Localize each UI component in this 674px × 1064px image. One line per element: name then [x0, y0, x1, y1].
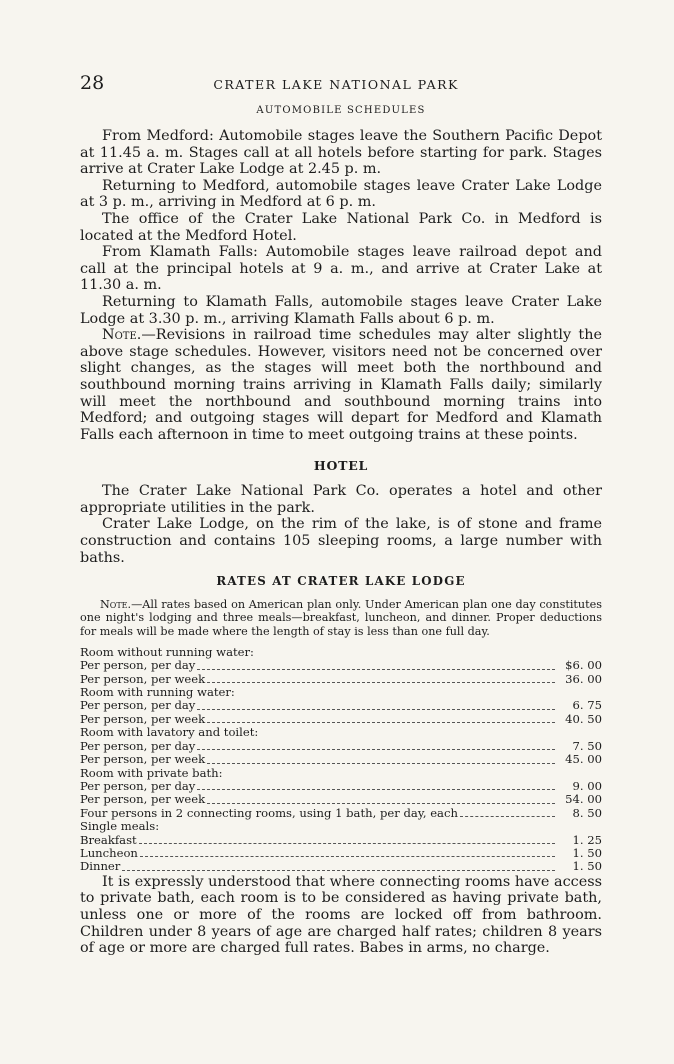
leader-dots: [197, 668, 555, 670]
leader-dots: [140, 855, 555, 857]
rate-row: [80, 753, 602, 766]
rates-table: [80, 646, 602, 874]
rate-label: Per person, per day: [80, 698, 196, 713]
rate-row: [80, 740, 602, 753]
rate-label: Per person, per week: [80, 752, 206, 767]
rate-row: [80, 780, 602, 793]
rate-row: [80, 673, 602, 686]
rate-price: $6. 00: [565, 658, 602, 673]
rate-price: 1. 50: [572, 859, 602, 874]
automobile-schedules-heading: AUTOMOBILE SCHEDULES: [256, 105, 426, 116]
rate-price: 1. 50: [572, 845, 602, 860]
paragraph-medford-return: Returning to Medford, automobile stages leave Crater Lake Lodge at 3 p. m., arriving in Medford at 6 p. m.: [80, 177, 602, 211]
rates-note-text: —All rates based on American plan only. Under American plan one day constitutes one night's lodging and three meals—breakfast, luncheon, and dinner. Proper deductions for meals will be made where the length of stay is less than one full day.: [80, 598, 602, 638]
rate-row: [80, 699, 602, 712]
note-text: —Revisions in railroad time schedules may alter slightly the above stage schedules. However, visitors need not be concerned over slight changes, as the stages will meet both the northbound and southbound morning trains arriving in Klamath Falls daily; similarly will meet the northbound and southbound morning trains into Medford; and outgoing stages will depart for Medford and Klamath Falls each afternoon in time to meet outgoing trains at these points.: [80, 327, 602, 443]
rate-category: [80, 726, 602, 739]
paragraph-klamath-return: Returning to Klamath Falls, automobile stages leave Crater Lake Lodge at 3.30 p. m., arriving Klamath Falls about 6 p. m.: [80, 293, 602, 327]
category-label: Room with running water:: [80, 685, 235, 700]
rate-label: Per person, per day: [80, 778, 196, 793]
leader-dots: [197, 708, 555, 710]
rate-label: Dinner: [80, 859, 121, 874]
rate-row: [80, 847, 602, 860]
rate-price: 1. 25: [572, 832, 602, 847]
rates-note-label: Note.: [100, 598, 132, 612]
running-title: CRATER LAKE NATIONAL PARK: [213, 77, 459, 92]
paragraph-schedule-note: [80, 327, 602, 443]
rate-price: 9. 00: [572, 778, 602, 793]
rate-price: 8. 50: [572, 805, 602, 820]
leader-dots: [139, 842, 555, 844]
rate-category: [80, 820, 602, 833]
rate-category: [80, 767, 602, 780]
category-label: Room with lavatory and toilet:: [80, 725, 259, 740]
rate-price: 54. 00: [565, 792, 602, 807]
document-page: [80, 72, 602, 957]
paragraph-klamath-departure: From Klamath Falls: Automobile stages leave railroad depot and call at the principal hotels at 9 a. m., and arrive at Crater Lake at 11.30 a. m.: [80, 244, 602, 294]
rates-note: [80, 598, 602, 638]
category-label: Room with private bath:: [80, 765, 223, 780]
paragraph-medford-office: The office of the Crater Lake National Park Co. in Medford is located at the Medford Hotel.: [80, 210, 602, 244]
rate-category: [80, 646, 602, 659]
rate-label: Breakfast: [80, 832, 137, 847]
leader-dots: [197, 748, 555, 750]
rate-category: [80, 686, 602, 699]
rate-label: Per person, per week: [80, 792, 206, 807]
leader-dots: [460, 815, 555, 817]
rate-row: [80, 713, 602, 726]
category-label: Single meals:: [80, 819, 160, 834]
rate-price: 40. 50: [565, 711, 602, 726]
rate-price: 7. 50: [572, 738, 602, 753]
rate-label: Four persons in 2 connecting rooms, using 1 bath, per day, each: [80, 805, 458, 820]
page-header: [80, 72, 602, 94]
paragraph-hotel-operator: The Crater Lake National Park Co. operates a hotel and other appropriate utilities in the park.: [80, 483, 602, 516]
category-label: Room without running water:: [80, 644, 254, 659]
note-label: Note.: [102, 327, 142, 344]
rate-row: [80, 807, 602, 820]
rate-label: Luncheon: [80, 845, 138, 860]
paragraph-medford-departure: From Medford: Automobile stages leave the Southern Pacific Depot at 11.45 a. m. Stages call at all hotels before starting for park. Stages arrive at Crater Lake Lodge at 2.45 p. m.: [80, 128, 602, 178]
rate-label: Per person, per week: [80, 671, 206, 686]
leader-dots: [122, 869, 555, 871]
rates-heading: RATES AT CRATER LAKE LODGE: [216, 574, 466, 589]
leader-dots: [207, 681, 555, 683]
rate-price: 36. 00: [565, 671, 602, 686]
rate-row: [80, 860, 602, 873]
rate-price: 6. 75: [572, 698, 602, 713]
page-number: 28: [80, 72, 105, 94]
rate-price: 45. 00: [565, 752, 602, 767]
rate-row: [80, 659, 602, 672]
rate-label: Per person, per day: [80, 738, 196, 753]
leader-dots: [207, 762, 555, 764]
paragraph-lodge-description: Crater Lake Lodge, on the rim of the lake, is of stone and frame construction and contains 105 sleeping rooms, a large number with baths.: [80, 516, 602, 566]
rate-row: [80, 793, 602, 806]
leader-dots: [207, 802, 555, 804]
leader-dots: [197, 788, 555, 790]
rate-row: [80, 834, 602, 847]
paragraph-connecting-rooms: It is expressly understood that where connecting rooms have access to private bath, each room is to be considered as having private bath, unless one or more of the rooms are locked off from bathroom. Children under 8 years of age are charged half rates; children 8 years of age or more are charged full rates. Babes in arms, no charge.: [80, 873, 602, 957]
rate-label: Per person, per day: [80, 658, 196, 673]
leader-dots: [207, 721, 555, 723]
rate-label: Per person, per week: [80, 711, 206, 726]
hotel-heading: HOTEL: [313, 458, 369, 474]
